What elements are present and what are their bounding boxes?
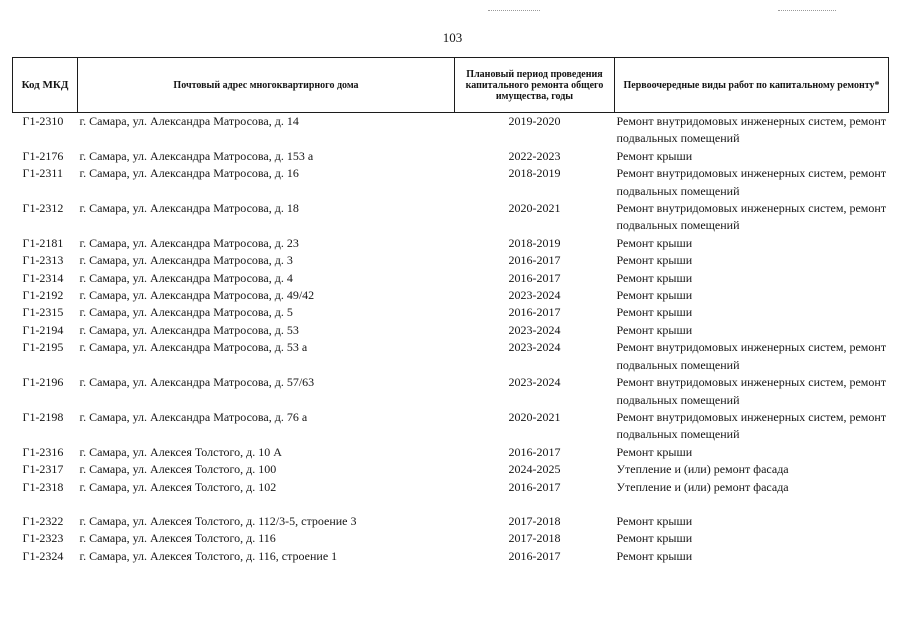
table-row xyxy=(13,287,889,304)
table-row xyxy=(13,200,889,235)
table-row xyxy=(13,252,889,269)
cell-works: Ремонт крыши xyxy=(616,235,693,250)
cell-address: г. Самара, ул. Александра Матросова, д. 76 а xyxy=(79,409,308,424)
cell-works: Ремонт внутридомовых инженерных систем, ремонт подвальных помещений xyxy=(616,409,887,442)
cell-period: 2023-2024 xyxy=(508,322,561,337)
table-row xyxy=(13,513,889,530)
cell-works: Ремонт крыши xyxy=(616,148,693,163)
cell-period: 2024-2025 xyxy=(508,462,561,477)
cell-period: 2017-2018 xyxy=(508,513,561,528)
cell-address: г. Самара, ул. Александра Матросова, д. 53 а xyxy=(79,340,308,355)
cell-code: Г1-2317 xyxy=(22,462,64,477)
cell-works: Ремонт внутридомовых инженерных систем, ремонт подвальных помещений xyxy=(616,166,887,198)
cell-address: г. Самара, ул. Александра Матросова, д. 23 xyxy=(79,235,299,250)
cell-period: 2018-2019 xyxy=(508,166,561,181)
cell-works: Ремонт крыши xyxy=(616,288,693,303)
capital-repair-table xyxy=(12,57,889,565)
cell-address: г. Самара, ул. Александра Матросова, д. 57/63 xyxy=(79,375,315,390)
table-row xyxy=(13,461,889,478)
cell-works: Ремонт внутридомовых инженерных систем, ремонт подвальных помещений xyxy=(616,375,887,407)
cell-works: Ремонт крыши xyxy=(616,531,693,546)
cell-works: Утепление и (или) ремонт фасада xyxy=(616,462,789,477)
cell-code: Г1-2195 xyxy=(22,340,64,355)
scan-artifact xyxy=(488,10,540,12)
cell-works: Ремонт крыши xyxy=(616,305,693,320)
cell-code: Г1-2176 xyxy=(22,148,64,163)
cell-code: Г1-2323 xyxy=(22,531,64,546)
cell-code: Г1-2322 xyxy=(22,513,64,528)
cell-address: г. Самара, ул. Александра Матросова, д. 18 xyxy=(79,201,299,216)
cell-address: г. Самара, ул. Александра Матросова, д. 5 xyxy=(79,305,293,320)
cell-code: Г1-2196 xyxy=(22,375,64,390)
cell-period: 2023-2024 xyxy=(508,340,561,355)
table-row xyxy=(13,235,889,252)
cell-works: Ремонт внутридомовых инженерных систем, ремонт подвальных помещений xyxy=(616,114,887,146)
cell-works: Ремонт крыши xyxy=(616,444,693,459)
cell-period: 2016-2017 xyxy=(508,305,561,320)
cell-works: Ремонт крыши xyxy=(616,322,693,337)
cell-code: Г1-2324 xyxy=(22,548,64,563)
table-row xyxy=(13,548,889,565)
cell-address: г. Самара, ул. Алексея Толстого, д. 102 xyxy=(79,479,277,494)
cell-address: г. Самара, ул. Алексея Толстого, д. 10 А xyxy=(79,444,282,459)
table-row xyxy=(13,148,889,165)
cell-code: Г1-2312 xyxy=(22,201,64,216)
cell-period: 2023-2024 xyxy=(508,375,561,390)
table-row xyxy=(13,374,889,409)
cell-works: Ремонт внутридомовых инженерных систем, ремонт подвальных помещений xyxy=(616,340,887,372)
cell-works: Ремонт крыши xyxy=(616,548,693,563)
cell-code: Г1-2192 xyxy=(22,288,64,303)
cell-period: 2023-2024 xyxy=(508,288,561,303)
cell-works: Ремонт внутридомовых инженерных систем, ремонт подвальных помещений xyxy=(616,201,887,233)
cell-code: Г1-2311 xyxy=(22,166,63,181)
table-row xyxy=(13,444,889,461)
cell-address: г. Самара, ул. Алексея Толстого, д. 116 xyxy=(79,531,276,546)
table-row xyxy=(13,339,889,374)
cell-period: 2018-2019 xyxy=(508,235,561,250)
cell-address: г. Самара, ул. Александра Матросова, д. 3 xyxy=(79,253,293,268)
cell-address: г. Самара, ул. Александра Матросова, д. 4 xyxy=(79,270,293,285)
header-address: Почтовый адрес многоквартирного дома xyxy=(78,58,455,113)
header-code: Код МКД xyxy=(13,58,78,113)
cell-works: Ремонт крыши xyxy=(616,253,693,268)
table-spacer-row xyxy=(13,496,889,513)
cell-code: Г1-2310 xyxy=(22,114,64,128)
table-row xyxy=(13,270,889,287)
cell-works: Ремонт крыши xyxy=(616,513,693,528)
table-row xyxy=(13,113,889,148)
cell-period: 2016-2017 xyxy=(508,444,561,459)
header-period: Плановый период проведения капитального ремонта общего имущества, годы xyxy=(455,58,615,113)
cell-address: г. Самара, ул. Александра Матросова, д. 53 xyxy=(79,322,299,337)
header-works: Первоочередные виды работ по капитальному ремонту* xyxy=(615,58,889,113)
cell-period: 2016-2017 xyxy=(508,548,561,563)
cell-works: Утепление и (или) ремонт фасада xyxy=(616,479,789,494)
cell-code: Г1-2315 xyxy=(22,305,64,320)
scan-artifact xyxy=(778,10,836,12)
cell-address: г. Самара, ул. Алексея Толстого, д. 112/3-5, строение 3 xyxy=(79,513,357,528)
table-row xyxy=(13,479,889,496)
cell-code: Г1-2316 xyxy=(22,444,64,459)
cell-period: 2016-2017 xyxy=(508,270,561,285)
cell-address: г. Самара, ул. Александра Матросова, д. 153 а xyxy=(79,148,314,163)
table-row xyxy=(13,409,889,444)
cell-period: 2022-2023 xyxy=(508,148,561,163)
table-header-row xyxy=(13,58,889,113)
cell-period: 2020-2021 xyxy=(508,409,561,424)
table-row xyxy=(13,322,889,339)
cell-address: г. Самара, ул. Алексея Толстого, д. 100 xyxy=(79,462,277,477)
cell-code: Г1-2194 xyxy=(22,322,64,337)
cell-works: Ремонт крыши xyxy=(616,270,693,285)
table-row xyxy=(13,165,889,200)
cell-period: 2016-2017 xyxy=(508,479,561,494)
cell-code: Г1-2181 xyxy=(22,235,64,250)
page-number: 103 xyxy=(442,30,463,45)
cell-address: г. Самара, ул. Александра Матросова, д. 49/42 xyxy=(79,288,315,303)
table-row xyxy=(13,530,889,547)
cell-code: Г1-2198 xyxy=(22,409,64,424)
cell-address: г. Самара, ул. Александра Матросова, д. 14 xyxy=(79,114,299,128)
cell-code: Г1-2314 xyxy=(22,270,64,285)
cell-period: 2019-2020 xyxy=(508,114,561,128)
cell-period: 2017-2018 xyxy=(508,531,561,546)
cell-code: Г1-2318 xyxy=(22,479,64,494)
cell-address: г. Самара, ул. Алексея Толстого, д. 116, строение 1 xyxy=(79,548,338,563)
cell-address: г. Самара, ул. Александра Матросова, д. 16 xyxy=(79,166,299,181)
cell-period: 2016-2017 xyxy=(508,253,561,268)
cell-code: Г1-2313 xyxy=(22,253,64,268)
cell-period: 2020-2021 xyxy=(508,201,561,216)
table-body xyxy=(13,113,889,566)
table-row xyxy=(13,304,889,321)
